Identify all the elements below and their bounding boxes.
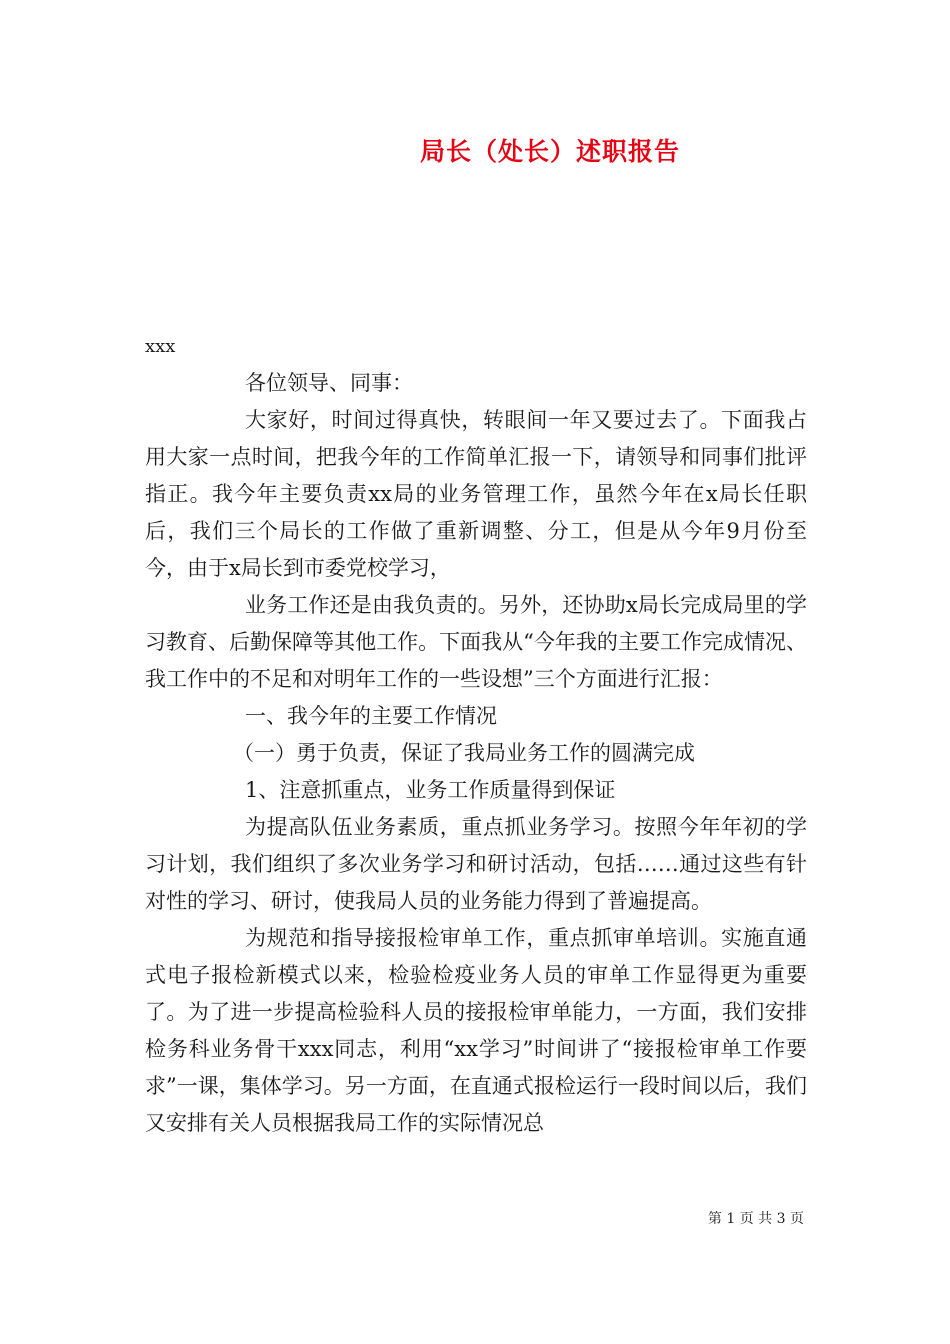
paragraph: 业务工作还是由我负责的。另外，还协助x局长完成局里的学习教育、后勤保障等其他工作。下面我从“今年我的主要工作完成情况、我工作中的不足和对明年工作的一些设想”三个方面进行汇报：	[145, 593, 807, 691]
greeting: 各位领导、同事：	[245, 371, 413, 395]
document-title: 局长（处长）述职报告	[419, 137, 680, 166]
paragraph: 大家好，时间过得真快，转眼间一年又要过去了。下面我占用大家一点时间，把我今年的工作简单汇报一下，请领导和同事们批评指正。我今年主要负责xx局的业务管理工作，虽然今年在x局长任职后，我们三个局长的工作做了重新调整、分工，但是从今年9月份至今，由于x局长到市委党校学习，	[145, 408, 807, 580]
page-number: 第 1 页 共 3 页	[707, 1211, 804, 1227]
author-line: xxx	[145, 336, 176, 357]
section-heading: 一、我今年的主要工作情况	[245, 704, 497, 728]
subsection-heading: （一）勇于负责，保证了我局业务工作的圆满完成	[233, 741, 695, 765]
paragraph: 为规范和指导接报检审单工作，重点抓审单培训。实施直通式电子报检新模式以来，检验检疫业务人员的审单工作显得更为重要了。为了进一步提高检验科人员的接报检审单能力，一方面，我们安排检务科业务骨干xxx同志，利用“xx学习”时间讲了“接报检审单工作要求”一课，集体学习。另一方面，在直通式报检运行一段时间以后，我们又安排有关人员根据我局工作的实际情况总	[145, 926, 807, 1135]
paragraph: 为提高队伍业务素质，重点抓业务学习。按照今年年初的学习计划，我们组织了多次业务学习和研讨活动，包括……通过这些有针对性的学习、研讨，使我局人员的业务能力得到了普遍提高。	[145, 815, 807, 913]
item-heading: 1、注意抓重点，业务工作质量得到保证	[245, 778, 616, 802]
document-body	[145, 328, 807, 1142]
